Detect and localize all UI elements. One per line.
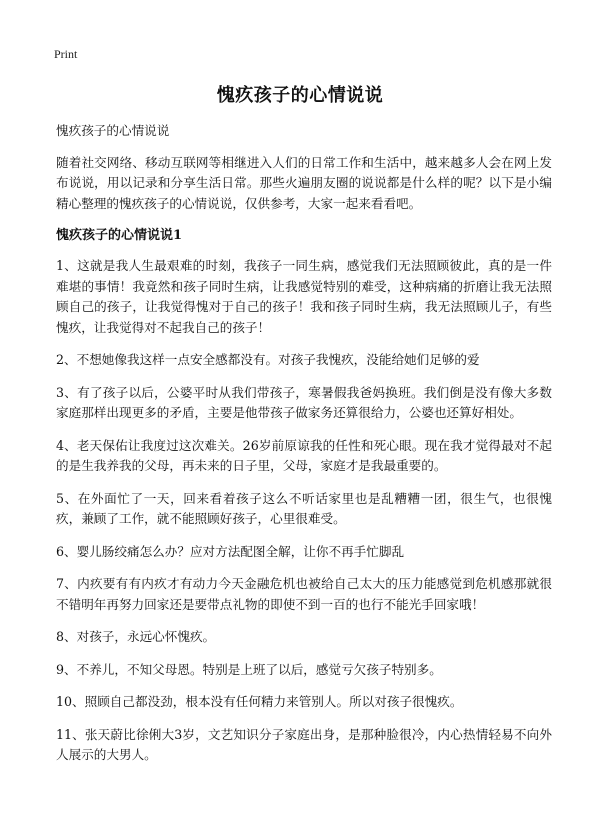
list-item: 5、在外面忙了一天，回来看着孩子这么不听话家里也是乱糟糟一团，很生气，也很愧疚，兼顾了工作，就不能照顾好孩子，心里很难受。: [56, 490, 552, 526]
list-item: 10、照顾自己都没劲，根本没有任何精力来管别人。所以对孩子很愧疚。: [56, 694, 463, 709]
article-body: [56, 121, 552, 778]
intro-paragraph: 随着社交网络、移动互联网等相继进入人们的日常工作和生活中，越来越多人会在网上发布说说，用以记录和分享生活日常。那些火遍朋友圈的说说都是什么样的呢？以下是小编精心整理的愧疚孩子的心情说说，仅供参考，大家一起来看看吧。: [56, 154, 552, 211]
list-item: 9、不养儿，不知父母恩。特别是上班了以后，感觉亏欠孩子特别多。: [56, 661, 442, 677]
page-title: 愧疚孩子的心情说说: [216, 85, 384, 106]
list-item: 7、内疚要有有内疚才有动力今天金融危机也被给自己太大的压力能感觉到危机感那就很不错明年再努力回家还是要带点礼物的即使不到一百的也行不能光手回家哦！: [56, 576, 552, 612]
section-heading: 愧疚孩子的心情说说1: [56, 228, 183, 243]
list-item: 3、有了孩子以后，公婆平时从我们带孩子，寒暑假我爸妈换班。我们倒是没有像大多数家庭那样出现更多的矛盾，主要是他带孩子做家务还算很给力，公婆也还算好相处。: [56, 384, 552, 420]
list-item: 6、婴儿肠绞痛怎么办？应对方法配图全解，让你不再手忙脚乱: [56, 543, 405, 559]
article-subtitle: 愧疚孩子的心情说说: [56, 123, 170, 138]
list-item: 2、不想她像我这样一点安全感都没有。对孩子我愧疚，没能给她们足够的爱: [56, 352, 480, 367]
list-item: 4、老天保佑让我度过这次难关。26岁前原谅我的任性和死心眼。现在我才觉得最对不起的是生我养我的父母，再未来的日子里，父母，家庭才是我最重要的。: [56, 437, 552, 473]
list-item: 8、对孩子，永远心怀愧疚。: [56, 629, 216, 644]
list-item: 11、张天蔚比徐俐大3岁，文艺知识分子家庭出身，是那种脸很冷，内心热情轻易不向外人展示的大男人。: [56, 726, 552, 762]
list-item: 1、这就是我人生最艰难的时刻，我孩子一同生病，感觉我们无法照顾彼此，真的是一件难堪的事情！我竟然和孩子同时生病，让我感觉特别的难受，这种病痛的折磨让我无法照顾自己的孩子，让我觉得愧对于自己的孩子！我和孩子同时生病，我无法照顾儿子，有些愧疚，让我觉得对不起我自己的孩子！: [56, 258, 552, 335]
print-link[interactable]: Print: [54, 47, 78, 61]
